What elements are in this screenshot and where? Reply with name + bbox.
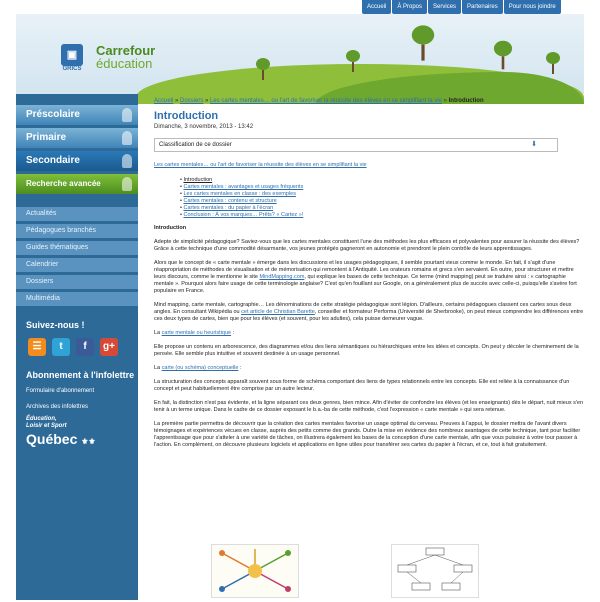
newsletter-form-link[interactable]: Formulaire d'abonnement [26, 388, 95, 394]
breadcrumb-dossier[interactable]: Les cartes mentales… ou l'art de favoriser la réussite des élèves en se simplifiant la vie [210, 98, 442, 104]
sidebar-item-label: Préscolaire [26, 109, 80, 120]
top-nav [362, 0, 561, 14]
concept-map-drawing [392, 545, 478, 597]
subheading-text: La [154, 330, 162, 336]
sidebar-item-secondaire[interactable] [16, 151, 138, 171]
breadcrumb-dossiers[interactable]: Dossiers [180, 98, 204, 104]
post-date: Dimanche, 3 novembre, 2013 - 13:42 [154, 124, 254, 130]
main-content [154, 98, 584, 449]
mindmap-drawing [212, 545, 298, 597]
page [16, 0, 584, 600]
tree-icon [412, 25, 434, 60]
toc-item[interactable]: Conclusion : À vos marques… Prêts? « Cartez »! [183, 212, 304, 218]
sidebar-link-dossiers[interactable]: Dossiers [16, 275, 138, 289]
paragraph: En fait, la distinction n'est pas évidente, et la ligne séparant ces deux genres, bien mince. Afin d'éviter de confondre les élèves (et les enseignants) dès le départ, nuit mieux s'en tenir à un terme unique. Dans le cadre de ce dossier exposant le b.a.-ba de cette méthode, c'est l'expression « carte mentale » qui sera retenue. [154, 400, 584, 413]
heuristic-map-link[interactable]: carte mentale ou heuristique [161, 330, 232, 336]
toc-item[interactable]: Cartes mentales : avantages et usages fréquents [183, 184, 304, 190]
tree-icon [494, 41, 512, 70]
barette-article-link[interactable]: cet article de Christian Barette [241, 309, 315, 315]
rss-icon[interactable]: ☰ [28, 338, 46, 356]
subheading-text: : [231, 330, 235, 336]
facebook-icon[interactable]: f [76, 338, 94, 356]
nav-a-propos[interactable]: À Propos [392, 0, 427, 14]
table-of-contents: • Introduction • Cartes mentales : avantages et usages fréquents • Les cartes mentales en classe : des exemples • Cartes mentales : contenu et structure • Cartes mentales : du papier à l'écran • Conclusion : À vos marques… Prêts? « Cartez »! [180, 177, 304, 218]
section-heading: Introduction [154, 225, 187, 231]
person-icon [122, 131, 132, 145]
site-header [16, 14, 584, 94]
dossier-label: Classification de ce dossier [159, 142, 232, 148]
paragraph [154, 260, 584, 295]
sidebar-link-multimedia[interactable]: Multimédia [16, 292, 138, 306]
concept-map-image [391, 544, 479, 598]
sidebar-item-label: Recherche avancée [26, 179, 101, 188]
sidebar-link-guides[interactable]: Guides thématiques [16, 241, 138, 255]
quebec-line1: Éducation, [26, 416, 57, 422]
sidebar-item-label: Primaire [26, 132, 67, 143]
sidebar-link-actualites[interactable]: Actualités [16, 207, 138, 221]
subheading [154, 330, 584, 337]
paragraph: La structuration des concepts apparaît souvent sous forme de schéma comportant des liens de types relationnels entre les concepts. Elle est reliée à la connaissance d'un concept et peut habituellement être comprise par un autre lecteur. [154, 379, 570, 392]
paragraph: Elle propose un contenu en arborescence, des diagrammes et/ou des liens sémantiques ou hiérarchiques entre les idées et concepts. On peut y décoler le cheminement de la pensée. Elle semble plus intuitive et souvent destinée à un usage personnel. [154, 344, 579, 357]
site-logo[interactable] [96, 44, 155, 70]
sidebar-link-pedagogues[interactable]: Pédagogues branchés [16, 224, 138, 238]
logo-line1: Carrefour [96, 43, 156, 58]
dossier-classification-dropdown[interactable] [154, 138, 558, 152]
sidebar-item-primaire[interactable] [16, 128, 138, 148]
paragraph-text: , qui explique les bases de cette technique. Ce terme (mind mapping) peut se traduire ainsi : « cartographie mentale ». Pourquoi alors faire usage de cette terminologie anglaise? C'est qu'en fouillant sur Google, on a généralement plus de succès avec celle-ci, puisqu'elle s'avère fort populaire en France. [154, 274, 577, 294]
tree-icon [546, 52, 560, 74]
nav-accueil[interactable]: Accueil [362, 0, 391, 14]
dossier-link[interactable]: Les cartes mentales… ou l'art de favoriser la réussite des élèves en se simplifiant la vie [154, 162, 367, 168]
quebec-word: Québec [26, 431, 78, 447]
nav-partenaires[interactable]: Partenaires [462, 0, 503, 14]
toc-item[interactable]: Cartes mentales : du papier à l'écran [183, 205, 274, 211]
sidebar-item-label: Secondaire [26, 155, 80, 166]
mindmap-image [211, 544, 299, 598]
sidebar-link-calendrier[interactable]: Calendrier [16, 258, 138, 272]
page-title: Introduction [154, 110, 219, 122]
sidebar-item-recherche-avancee[interactable] [16, 174, 138, 194]
breadcrumb: Accueil » Dossiers » Les cartes mentales… ou l'art de favoriser la réussite des élèves en se simplifiant la vie » Introduction [154, 98, 484, 104]
quebec-line2: Loisir et Sport [26, 423, 67, 429]
breadcrumb-current: Introduction [448, 98, 484, 104]
toc-item[interactable]: Introduction [183, 177, 213, 183]
grics-icon: ▣ [61, 44, 83, 66]
subheading-text: : [238, 365, 242, 371]
toc-item[interactable]: Les cartes mentales en classe : des exemples [183, 191, 296, 197]
toc-item[interactable]: Cartes mentales : contenu et structure [183, 198, 277, 204]
twitter-icon[interactable]: t [52, 338, 70, 356]
mindmapping-link[interactable]: MindMapping.com [259, 274, 305, 280]
newsletter-heading: Abonnement à l'infolettre [26, 370, 135, 380]
paragraph [154, 302, 584, 323]
tree-icon [256, 58, 270, 80]
sidebar-item-prescolaire[interactable] [16, 105, 138, 125]
logo-line2: éducation [96, 56, 153, 71]
subheading-text: La [154, 365, 162, 371]
subheading [154, 365, 584, 372]
quebec-logo[interactable] [26, 416, 96, 447]
person-icon [122, 154, 132, 168]
nav-services[interactable]: Services [428, 0, 461, 14]
paragraph-text: Mind mapping, carte mentale, cartographie… Les dénominations de cette stratégie pédagogique sont légion. D'ailleurs, certains pédagogues classent ces cartes sous deux angles. En consultant Wikipédia ou [154, 302, 572, 315]
social-links [16, 338, 138, 356]
tree-icon [346, 50, 360, 72]
paragraph: Adepte de simplicité pédagogique? Saviez-vous que les cartes mentales constituent l'une des méthodes les plus efficaces et polyvalentes pour assurer la réussite des élèves? Grâce à cette technique d'une commodité désarmante, vos jeunes protégés gagneront en autonomie et prendront le plein contrôle de leurs apprentissages. [154, 239, 580, 252]
fleurdelis-icon: ⚜⚜ [81, 437, 96, 446]
arrow-down-icon: ⬇ [531, 141, 537, 148]
grics-logo[interactable] [58, 44, 86, 78]
paragraph: La première partie permettra de découvrir que la création des cartes mentales favorise un usage optimal du cerveau. Preuves à l'appui, le dossier mettra de l'avant divers témoignages et expériences vécues en classe, auprès des petits comme des grands. Outre la mise en évidence des nombreux avantages de cette technique, tant pour faciliter l'apprentissage que pour s'atteler à une variété de tâches, on illustrera également les bases de la conception d'une carte mentale, afin que vous puissiez à votre tour passer à l'action. En complément, on découvre plusieurs logiciels et applications en ligne utiles pour transférer ses cartes du papier à l'écran, et ce, tout à fait gratuitement. [154, 421, 581, 448]
magnifier-icon [122, 177, 132, 191]
googleplus-icon[interactable]: g+ [100, 338, 118, 356]
nav-pour-nous-joindre[interactable]: Pour nous joindre [504, 0, 561, 14]
follow-heading: Suivez-nous ! [26, 320, 85, 330]
sidebar [16, 94, 138, 600]
person-icon [122, 108, 132, 122]
grics-label: GRICS [62, 66, 82, 72]
paragraph-text: , conseiller et formateur Performa (Université de Sherbrooke), on peut mieux comprendre les différences entre ces deux types de cartes, bien que pour les élèves (et souvent, pour les adultes), cela puisse demeurer vague. [154, 309, 584, 322]
breadcrumb-accueil[interactable]: Accueil [154, 98, 174, 104]
concept-map-link[interactable]: carte (ou schéma) conceptuelle [161, 365, 239, 371]
paragraph-text: Alors que le concept de « carte mentale » émerge dans les discussions et les usages pédagogiques, il semble pourtant vieux comme le monde. En fait, il s'agit d'une réappropriation de méthodes de visualisation et de mémorisation qui remontent à l'Antiquité. Les orateurs romains et grecs s'en servaient. En outre, pour structurer et mettre leurs discours, comme le mentionne le site [154, 260, 574, 280]
newsletter-archives-link[interactable]: Archives des infolettres [26, 404, 89, 410]
